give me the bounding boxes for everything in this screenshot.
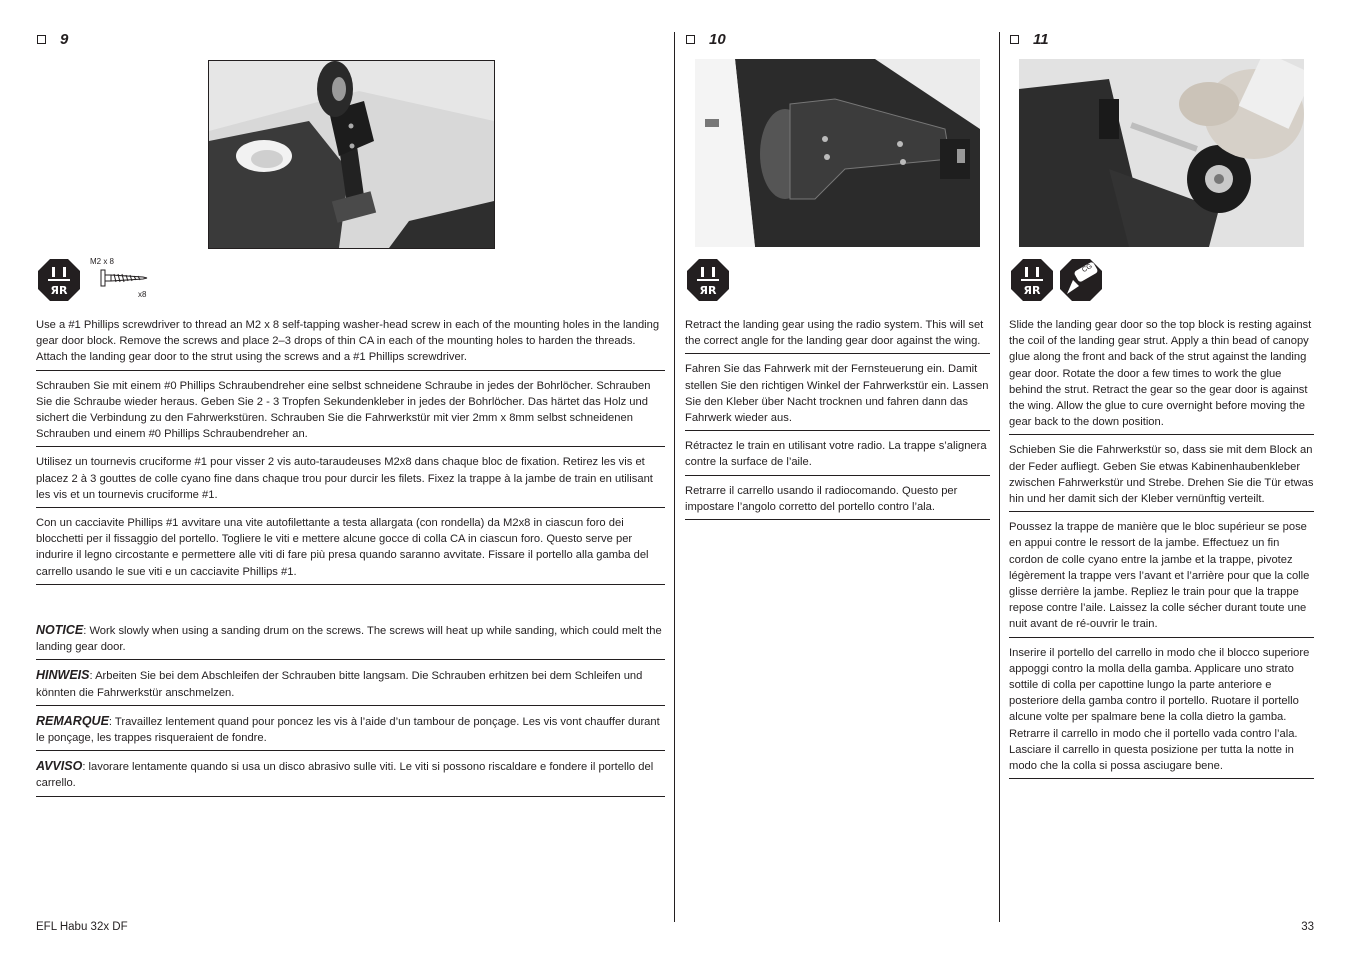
step-11-photo bbox=[1019, 59, 1304, 247]
step-10-instructions bbox=[685, 316, 990, 520]
screw-quantity: x8 bbox=[138, 290, 147, 299]
notice-label: NOTICE bbox=[36, 623, 84, 637]
instruction-it: Inserire il portello del carrello in modo che il blocco superiore appoggi contro la molla della gamba. Applicare uno strato sottile di colla per capottine lungo la parte anteriore e posteriore della gamba contro il portello. Ruotare il portello alcune volte per spalmare bene la colla dietro la gamba. Retrarre il carrello in modo che il portello vada contro l’ala. Lasciare il carrello in questa posizione per tutta la notte in modo che la colla si possa asciugare bene. bbox=[1009, 644, 1314, 780]
notice-text: : Arbeiten Sie bei dem Abschleifen der Schrauben bitte langsam. Die Schrauben erhitzen bei dem Schleifen und könnten die Fahrwerkstür anschmelzen. bbox=[36, 670, 643, 699]
instruction-en: Use a #1 Phillips screwdriver to thread an M2 x 8 self-tapping washer-head screw in each of the mounting holes in the landing gear door block. Remove the screws and place 2–3 drops of thin CA in each of the mounting holes to harden the threads. Attach the landing gear door to the strut using the screws and a #1 Phillips screwdriver. bbox=[36, 316, 665, 371]
step-11-checkbox[interactable] bbox=[1010, 35, 1019, 44]
notice-fr bbox=[36, 712, 665, 751]
step-11-number: 11 bbox=[1033, 31, 1049, 48]
instruction-fr: Rétractez le train en utilisant votre radio. La trappe s’alignera contre la surface de l’aile. bbox=[685, 437, 990, 475]
notice-text: : Travaillez lentement quand pour poncez les vis à l’aide d’un tambour de ponçage. Les vis vont chauffer durant le ponçage, les trappes risqueraient de fondre. bbox=[36, 715, 660, 745]
step-9-instructions bbox=[36, 316, 665, 585]
footer-product-name: EFL Habu 32x DF bbox=[36, 921, 128, 933]
notice-it bbox=[36, 757, 665, 796]
screw-icon bbox=[99, 268, 149, 290]
step-9-number: 9 bbox=[60, 31, 69, 48]
step-10-number: 10 bbox=[709, 31, 726, 48]
notices bbox=[36, 621, 665, 797]
step-10-header bbox=[686, 31, 726, 48]
glue-icon bbox=[1059, 258, 1103, 302]
instruction-en: Retract the landing gear using the radio system. This will set the correct angle for the landing gear door against the wing. bbox=[685, 316, 990, 354]
svg-text:ЯR: ЯR bbox=[699, 284, 717, 297]
notice-label: AVVISO bbox=[36, 759, 83, 774]
instruction-fr: Poussez la trappe de manière que le bloc supérieur se pose en appui contre le ressort de la jambe. Effectuez un fin cordon de colle cyano entre la jambe et la trappe, pivotez légèrement la trappe vers l’avant et l’arrière pour que la colle glisse derrière la jambe. Repliez le train pour que la trappe repose contre l’aile. Laissez la colle sécher durant toute une nuit avant de ré-ouvrir le train. bbox=[1009, 518, 1314, 637]
step-11-header bbox=[1010, 31, 1049, 48]
notice-label: HINWEIS bbox=[36, 668, 90, 683]
instruction-fr: Utilisez un tournevis cruciforme #1 pour visser 2 vis auto-taraudeuses M2x8 dans chaque bloc de fixation. Retirez les vis et placez 2 à 3 gouttes de colle cyano fine dans chaque trou pour durcir les filets. Fixez la trappe à la jambe de train en utilisant les vis et un tournevis cruciforme #1. bbox=[36, 453, 665, 508]
glue-type-label: CG bbox=[1080, 262, 1094, 275]
screwdriver-icon bbox=[686, 258, 730, 302]
step-10-photo bbox=[695, 59, 980, 247]
step-9-header bbox=[37, 31, 68, 48]
step-9-checkbox[interactable] bbox=[37, 35, 46, 44]
screw-size-label: M2 x 8 bbox=[90, 257, 115, 266]
instruction-de: Fahren Sie das Fahrwerk mit der Fernsteuerung ein. Damit stellen Sie den richtigen Winkel der Fahrwerkstür ein. Lassen Sie den Kleber über Nacht trocknen und fahren dann das Fahrwerk wieder aus. bbox=[685, 360, 990, 431]
instruction-it: Con un cacciavite Phillips #1 avvitare una vite autofilettante a testa allargata (con rondella) da M2x8 in ciascun foro dei blocchetti per il fissaggio del portello. Togliere le viti e mettere alcune gocce di colla CA in ciascun foro. Questo serve per indurire il legno circostante e permettere alle viti di fare più presa quando saranno avvitate. Fissare il portello alla gamba del carrello usando le sue viti e un cacciavite Phillips #1. bbox=[36, 514, 665, 585]
column-divider bbox=[999, 32, 1000, 922]
notice-text: : Work slowly when using a sanding drum on the screws. The screws will heat up while sanding, which could melt the landing gear door. bbox=[36, 625, 662, 654]
step-10-checkbox[interactable] bbox=[686, 35, 695, 44]
screwdriver-icon bbox=[37, 258, 81, 302]
notice-de bbox=[36, 666, 665, 705]
instruction-de: Schieben Sie die Fahrwerkstür so, dass sie mit dem Block an der Feder aufliegt. Geben Sie etwas Kabinenhaubenkleber zwischen Fahrwerkstür und Strebe. Drehen Sie die Tür etwas hin und her damit sich der Kleber vernünftig verteilt. bbox=[1009, 441, 1314, 512]
notice-en bbox=[36, 621, 665, 660]
step-9-photo bbox=[208, 60, 495, 249]
column-divider bbox=[674, 32, 675, 922]
notice-text: : lavorare lentamente quando si usa un disco abrasivo sulle viti. Le viti si possono riscaldare e fondere il portello del carrello. bbox=[36, 761, 654, 790]
instruction-it: Retrarre il carrello usando il radiocomando. Questo per impostare l’angolo corretto del portello contro l’ala. bbox=[685, 482, 990, 520]
step-11-instructions bbox=[1009, 316, 1314, 779]
svg-text:ЯR: ЯR bbox=[50, 284, 68, 297]
svg-text:ЯR: ЯR bbox=[1023, 284, 1041, 297]
notice-label: REMARQUE bbox=[36, 713, 109, 728]
instruction-de: Schrauben Sie mit einem #0 Phillips Schraubendreher eine selbst schneidene Schraube in jedes der Bohrlöcher. Schrauben Sie die Schraube wieder heraus. Geben Sie 2 - 3 Tropfen Sekundenkleber in jedes der Bohrlöcher. Das härtet das Holz und sichert die Verbindung zu den Fahrwerkstüren. Schrauben Sie die Fahrwerkstür mit vier 2mm x 8mm selbst schneidenen Schrauben und einem #0 Phillips Schraubendreher an. bbox=[36, 377, 665, 448]
screwdriver-icon bbox=[1010, 258, 1054, 302]
instruction-en: Slide the landing gear door so the top block is resting against the coil of the landing gear strut. Apply a thin bead of canopy glue along the front and back of the strut against the landing gear door. Rotate the door a few times to work the glue behind the strut. Retract the gear so the gear door is against the wing. Allow the glue to cure overnight before moving the gear back to the down position. bbox=[1009, 316, 1314, 435]
page-number: 33 bbox=[1301, 921, 1314, 933]
